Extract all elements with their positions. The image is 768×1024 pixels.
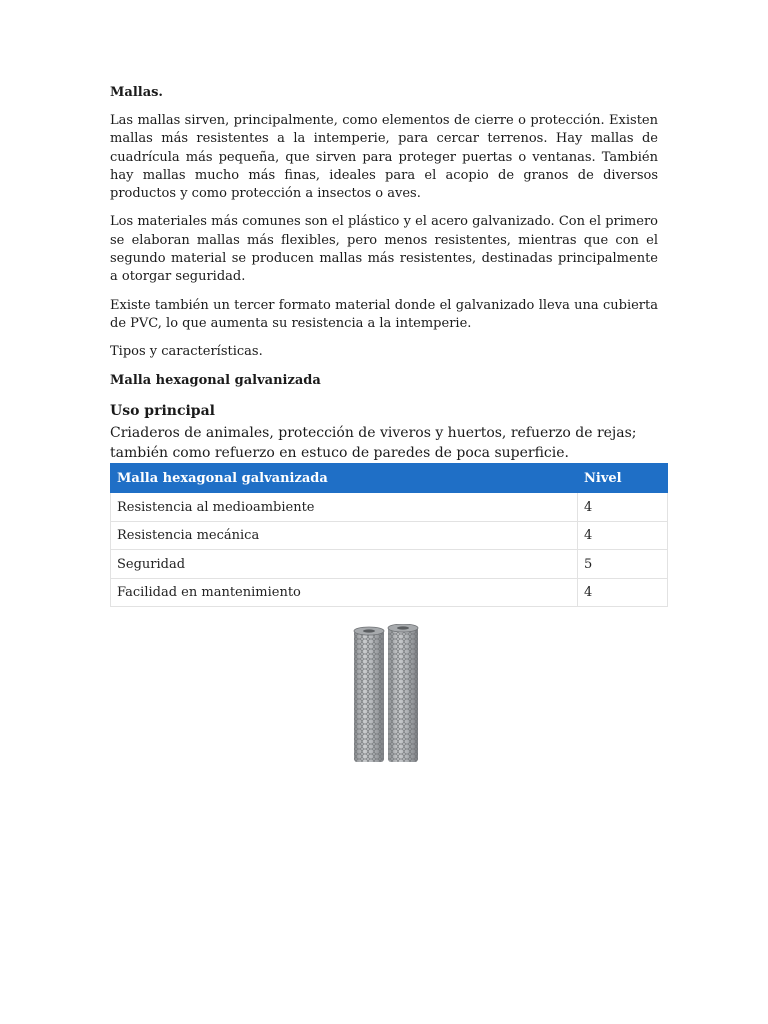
table-cell-property: Resistencia al medioambiente bbox=[111, 493, 578, 522]
table-row bbox=[111, 521, 668, 550]
table-cell-level: 4 bbox=[578, 578, 668, 607]
table-header-name: Malla hexagonal galvanizada bbox=[111, 464, 578, 493]
paragraph-intro: Las mallas sirven, principalmente, como elementos de cierre o protección. Existen mallas más resistentes a la intemperie, para cercar terrenos. Hay mallas de cuadrícula más pequeña, que sirven para proteger puertas o ventanas. También hay mallas mucho más finas, ideales para el acopio de granos de diversos productos y como protección a insectos o aves. bbox=[110, 113, 658, 202]
document-page bbox=[110, 84, 658, 607]
table-row bbox=[111, 493, 668, 522]
levels-table bbox=[110, 463, 668, 607]
section-title: Malla hexagonal galvanizada bbox=[110, 373, 321, 389]
mesh-rolls-photo-icon bbox=[350, 624, 422, 764]
table-header-level: Nivel bbox=[578, 464, 668, 493]
table-cell-property: Facilidad en mantenimiento bbox=[111, 578, 578, 607]
paragraph-materials: Los materiales más comunes son el plástico y el acero galvanizado. Con el primero se elaboran mallas más flexibles, pero menos resistentes, mientras que con el segundo material se producen mallas más resistentes, destinadas principalmente a otorgar seguridad. bbox=[110, 214, 658, 285]
table-cell-property: Seguridad bbox=[111, 550, 578, 579]
uso-principal-title: Uso principal bbox=[110, 403, 215, 420]
table-cell-level: 4 bbox=[578, 521, 668, 550]
table-cell-property: Resistencia mecánica bbox=[111, 521, 578, 550]
table-cell-level: 5 bbox=[578, 550, 668, 579]
table-row bbox=[111, 550, 668, 579]
paragraph-pvc: Existe también un tercer formato material donde el galvanizado lleva una cubierta de PVC, lo que aumenta su resistencia a la intemperie. bbox=[110, 297, 658, 331]
table-cell-level: 4 bbox=[578, 493, 668, 522]
document-title: Mallas. bbox=[110, 85, 163, 100]
types-label: Tipos y características. bbox=[110, 344, 263, 360]
uso-principal-text: Criaderos de animales, protección de viveros y huertos, refuerzo de rejas; también como refuerzo en estuco de paredes de poca superficie. bbox=[110, 425, 637, 462]
table-row bbox=[111, 578, 668, 607]
table-header-row bbox=[111, 464, 668, 493]
